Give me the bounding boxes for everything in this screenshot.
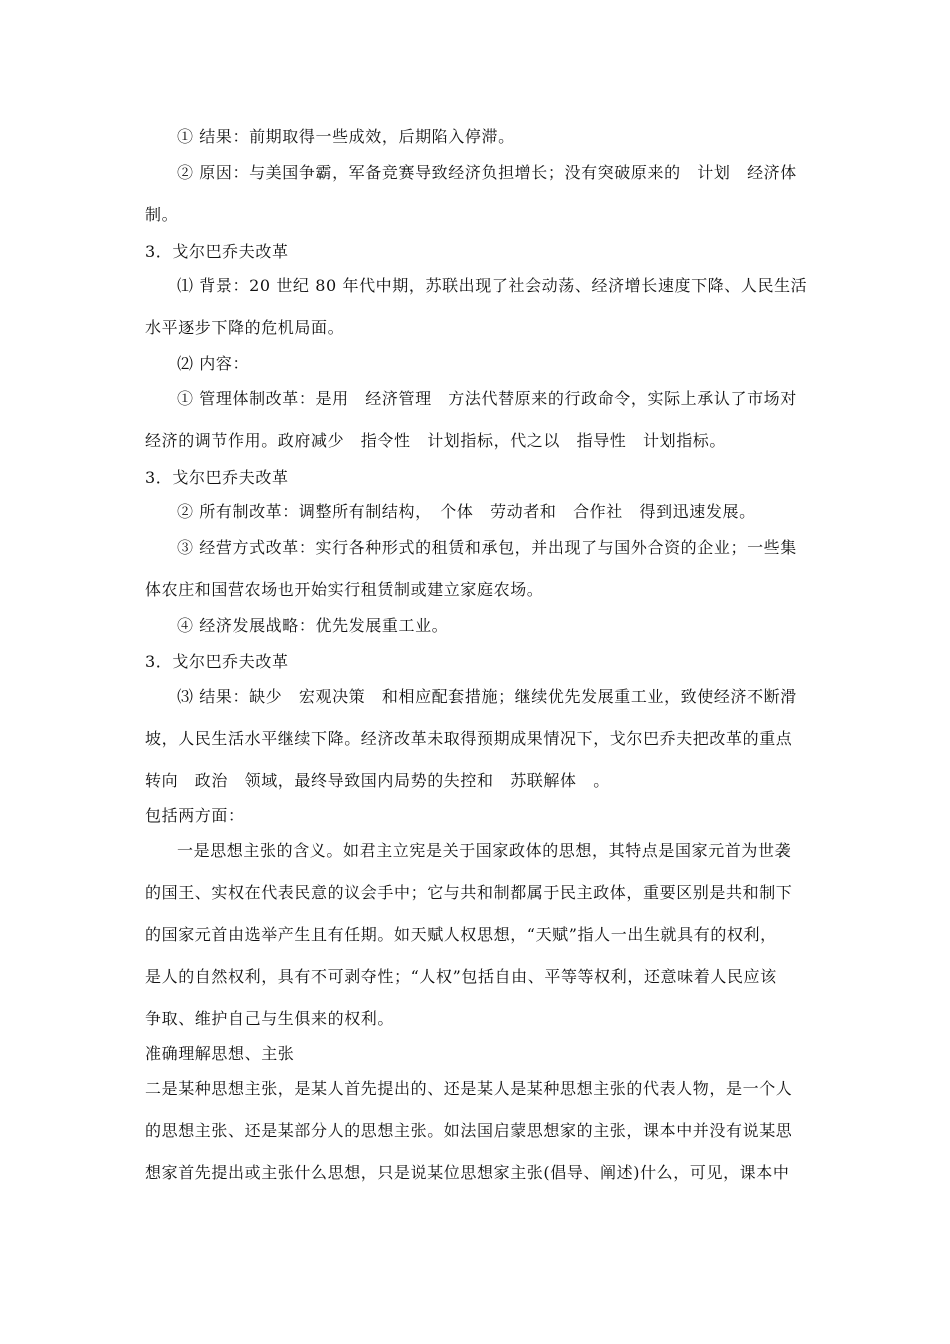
operation-reform-cont: 体农庄和国营农场也开始实行租赁制或建立家庭农场。: [145, 580, 544, 599]
operation-reform-line: ③ 经营方式改革：实行各种形式的租赁和承包，并出现了与国外合资的企业；一些集: [177, 538, 797, 557]
aspect-one-cont: 争取、维护自己与生俱来的权利。: [145, 1009, 395, 1028]
understanding-heading: 准确理解思想、主张: [145, 1044, 295, 1063]
aspect-one-cont: 的国家元首由选举产生且有任期。如天赋人权思想，“天赋”指人一出生就具有的权利，: [145, 925, 777, 944]
outcome-line: ⑶ 结果：缺少 宏观决策 和相应配套措施；继续优先发展重工业，致使经济不断滑: [177, 687, 797, 706]
aspect-one-cont: 的国王、实权在代表民意的议会手中；它与共和制都属于民主政体，重要区别是共和制下: [145, 883, 793, 902]
management-reform-cont: 经济的调节作用。政府减少 指令性 计划指标，代之以 指导性 计划指标。: [145, 431, 727, 450]
aspect-one-cont: 是人的自然权利，具有不可剥夺性；“人权”包括自由、平等等权利，还意味着人民应该: [145, 967, 777, 986]
two-aspects-heading: 包括两方面：: [145, 806, 245, 825]
outcome-line-cont: 转向 政治 领域，最终导致国内局势的失控和 苏联解体 。: [145, 771, 610, 790]
section-heading: 3．戈尔巴乔夫改革: [145, 242, 289, 261]
aspect-one-line: 一是思想主张的含义。如君主立宪是关于国家政体的思想，其特点是国家元首为世袭: [177, 841, 792, 860]
strategy-line: ④ 经济发展战略：优先发展重工业。: [177, 616, 449, 635]
reason-line-cont: 制。: [145, 205, 179, 224]
result-line: ① 结果：前期取得一些成效，后期陷入停滞。: [177, 127, 515, 146]
aspect-two-cont: 想家首先提出或主张什么思想，只是说某位思想家主张(倡导、阐述)什么，可见，课本中: [145, 1163, 790, 1182]
background-line: ⑴ 背景：20 世纪 80 年代中期，苏联出现了社会动荡、经济增长速度下降、人民生活: [177, 276, 808, 295]
background-line-cont: 水平逐步下降的危机局面。: [145, 318, 345, 337]
reason-line: ② 原因：与美国争霸，军备竞赛导致经济负担增长；没有突破原来的 计划 经济体: [177, 163, 797, 182]
section-heading: 3．戈尔巴乔夫改革: [145, 652, 289, 671]
outcome-line-cont: 坡，人民生活水平继续下降。经济改革未取得预期成果情况下，戈尔巴乔夫把改革的重点: [145, 729, 793, 748]
aspect-two-cont: 的思想主张、还是某部分人的思想主张。如法国启蒙思想家的主张，课本中并没有说某思: [145, 1121, 793, 1140]
content-heading: ⑵ 内容：: [177, 354, 250, 373]
ownership-reform-line: ② 所有制改革：调整所有制结构， 个体 劳动者和 合作社 得到迅速发展。: [177, 502, 756, 521]
section-heading: 3．戈尔巴乔夫改革: [145, 468, 289, 487]
management-reform-line: ① 管理体制改革：是用 经济管理 方法代替原来的行政命令，实际上承认了市场对: [177, 389, 797, 408]
aspect-two-line: 二是某种思想主张，是某人首先提出的、还是某人是某种思想主张的代表人物，是一个人: [145, 1079, 793, 1098]
